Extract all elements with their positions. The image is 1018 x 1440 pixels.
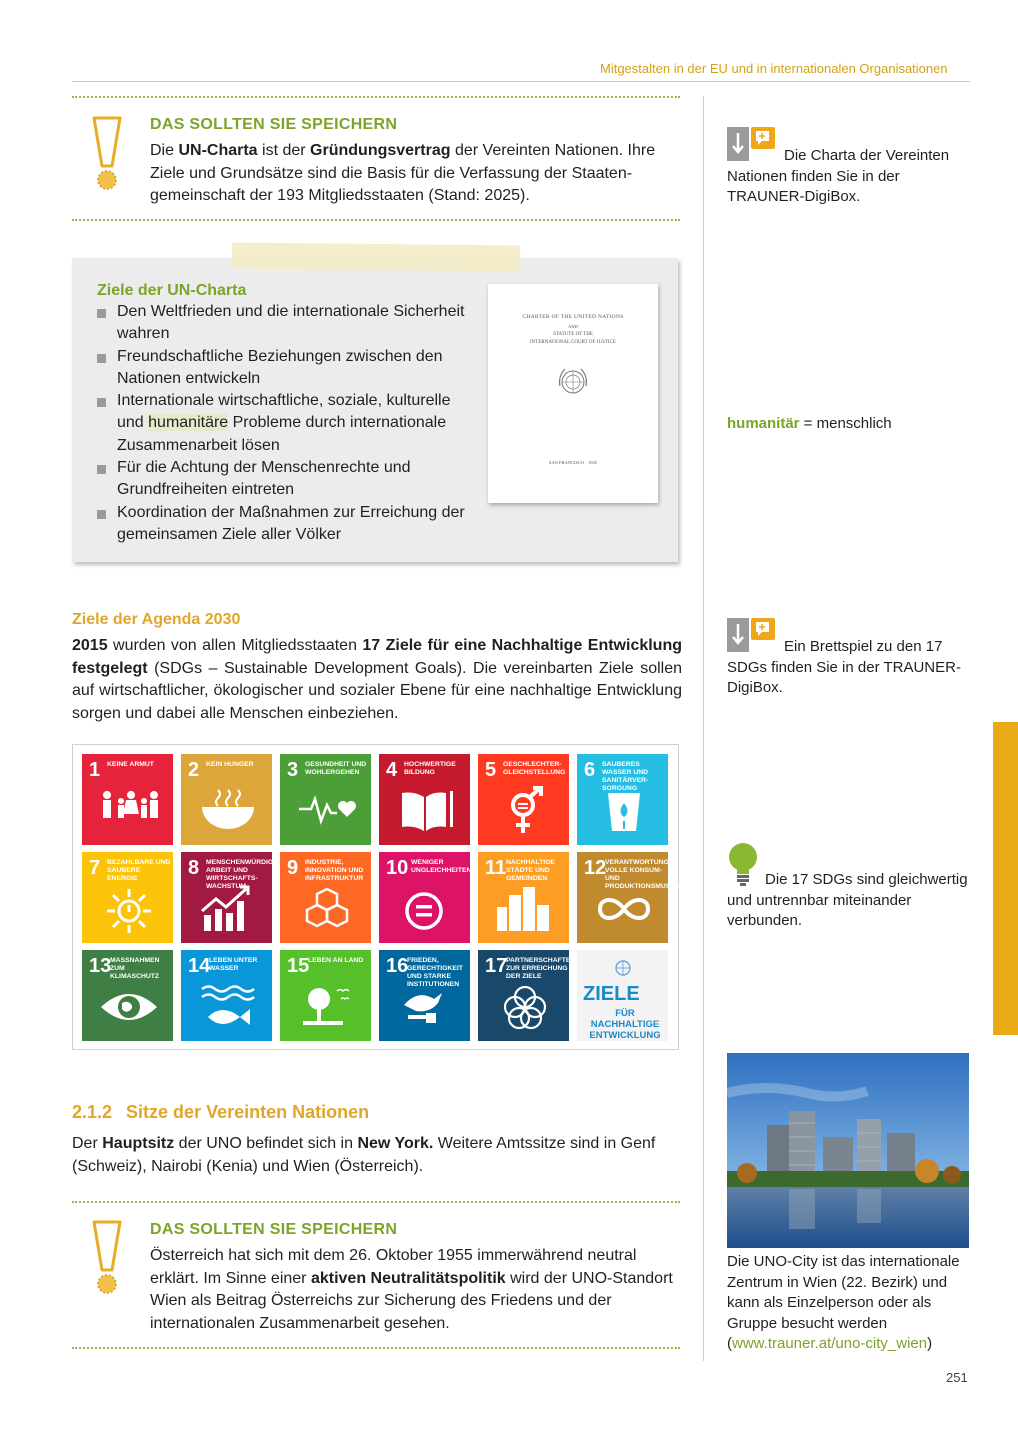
- sdg-logo-word: ZIELE: [583, 983, 640, 1005]
- eye-globe-icon: [99, 983, 159, 1033]
- exclamation-icon: [86, 114, 126, 194]
- sdg-tile: 1 KEINE ARMUT: [82, 754, 173, 845]
- book-icon: [396, 787, 456, 837]
- sdg-tile: 16 FRIEDEN, GERECHTIGKEIT UND STARKE INSTITUTIONEN: [379, 950, 470, 1041]
- dotted-rule: [72, 1347, 680, 1349]
- sdg-tile: 17 PARTNERSCHAFTEN ZUR ERREICHUNG DER ZIELE: [478, 950, 569, 1041]
- sidebar-divider: [703, 96, 704, 1361]
- tree-icon: [297, 983, 357, 1033]
- sdg-tile: 3 GESUNDHEIT UND WOHLERGEHEN: [280, 754, 371, 845]
- glossary-entry: humanitär = menschlich: [727, 415, 892, 432]
- sdg-tile: 15 LEBEN AN LAND: [280, 950, 371, 1041]
- sdg-tile: 4 HOCHWERTIGE BILDUNG: [379, 754, 470, 845]
- photo-caption: Die UNO-City ist das internationale Zentrum in Wien (22. Bezirk) und kann als Einzelperson oder als Gruppe besucht werden (www.trauner.at/uno-city_wien): [727, 1253, 960, 1352]
- sdg-tile: 14 LEBEN UNTER WASSER: [181, 950, 272, 1041]
- sdg-tile: 8 MENSCHENWÜRDIGE ARBEIT UND WIRTSCHAFTSWACHSTUM: [181, 852, 272, 943]
- uno-city-photo: [727, 1053, 969, 1248]
- growth-chart-icon: [198, 885, 258, 935]
- dotted-rule: [72, 1201, 680, 1203]
- bowl-icon: [198, 787, 258, 837]
- memo-heading: DAS SOLLTEN SIE SPEICHERN: [150, 1221, 398, 1238]
- sdg-tile: 10 WENIGER UNGLEICHHEITEN: [379, 852, 470, 943]
- dotted-rule: [72, 219, 680, 221]
- water-icon: [594, 787, 654, 837]
- sdg-tile: 5 GESCHLECHTERGLEICHSTELLUNG: [478, 754, 569, 845]
- page-number: 251: [946, 1370, 968, 1385]
- running-header: Mitgestalten in der EU und in internationalen Organisationen: [600, 61, 948, 76]
- people-icon: [99, 787, 159, 837]
- fish-icon: [198, 983, 258, 1033]
- rings-icon: [495, 983, 555, 1033]
- memo-text: Österreich hat sich mit dem 26. Oktober 1955 immerwährend neutral erklärt. Im Sinne einer aktiven Neutralitätspolitik wird der UNO-Standort Wien als Beitrag Österreichs zur Sicherung des Friedens und der internationalen Zusammenarbeit gesehen.: [150, 1247, 673, 1332]
- sdg-logo-subtitle: FÜR NACHHALTIGE ENTWICKLUNG: [589, 1008, 661, 1041]
- header-rule: [72, 81, 970, 82]
- sdg-tile: 9 INDUSTRIE, INNOVATION UND INFRASTRUKTUR: [280, 852, 371, 943]
- digibox-note-sdg-game: Ein Brettspiel zu den 17 SDGs finden Sie in der TRAUNER-DigiBox.: [727, 638, 961, 696]
- sdg-tile: 6 SAUBERES WASSER UND SANITÄRVERSORGUNG: [577, 754, 668, 845]
- dove-icon: [396, 983, 456, 1033]
- charter-document-image: CHARTER OF THE UNITED NATIONS AND STATUTE OF THE INTERNATIONAL COURT OF JUSTICE SAN FRANCISCO · 1945: [488, 284, 658, 503]
- cubes-icon: [297, 885, 357, 935]
- sdg-grid-image: [72, 744, 684, 1050]
- list-item: Den Weltfrieden und die internationale Sicherheit wahren: [97, 301, 479, 346]
- gender-icon: [495, 787, 555, 837]
- equal-icon: [396, 885, 456, 935]
- un-emblem-icon: [613, 958, 633, 978]
- tip-note: Die 17 SDGs sind gleichwertig und untrennbar miteinander verbunden.: [727, 871, 968, 929]
- uno-city-link[interactable]: www.trauner.at/uno-city_wien: [732, 1335, 928, 1352]
- list-item: Freundschaftliche Beziehungen zwischen den Nationen entwickeln: [97, 346, 479, 391]
- sdg-tile: 7 BEZAHLBARE UND SAUBERE ENERGIE: [82, 852, 173, 943]
- sdg-tile: 2 KEIN HUNGER: [181, 754, 272, 845]
- list-item: Internationale wirtschaftliche, soziale, kulturelle und humanitäre Probleme durch internationale Zusammenarbeit lösen: [97, 390, 479, 457]
- city-icon: [495, 885, 555, 935]
- agenda-paragraph: 2015 wurden von allen Mitgliedsstaaten 17 Ziele für eine Nachhaltige Entwicklung festgelegt (SDGs – Sustainable Development Goals). Die vereinbarten Ziele sollen auf wirtschaftlicher, ökologischer und sozialer Ebene für eine nachhaltige Entwicklung sorgen und dabei alle Menschen einbeziehen.: [72, 637, 682, 722]
- list-item: Für die Achtung der Menschenrechte und Grundfreiheiten eintreten: [97, 457, 479, 502]
- sdg-tile: 13 MASSNAHMEN ZUM KLIMASCHUTZ: [82, 950, 173, 1041]
- agenda-heading: Ziele der Agenda 2030: [72, 611, 241, 628]
- infinity-icon: [594, 885, 654, 935]
- dotted-rule: [72, 96, 680, 98]
- heartbeat-icon: [297, 787, 357, 837]
- tape-decoration: [232, 242, 520, 271]
- charta-goals-list: [97, 301, 479, 546]
- section-paragraph: Der Hauptsitz der UNO befindet sich in New York. Weitere Amtssitze sind in Genf (Schweiz), Nairobi (Kenia) und Wien (Österreich).: [72, 1135, 656, 1175]
- chapter-tab-marker: [993, 722, 1018, 1035]
- sdg-tile: 11 NACHHALTIGE STÄDTE UND GEMEINDEN: [478, 852, 569, 943]
- sdg-tile: 12 VERANTWORTUNGSVOLLE KONSUM- UND PRODUKTIONSMUSTER: [577, 852, 668, 943]
- glossary-highlight: humanitäre: [148, 414, 229, 432]
- section-heading: 2.1.2 Sitze der Vereinten Nationen: [72, 1102, 370, 1122]
- memo-heading: DAS SOLLTEN SIE SPEICHERN: [150, 116, 398, 133]
- exclamation-icon: [86, 1218, 126, 1298]
- un-emblem-icon: [555, 364, 591, 400]
- sun-icon: [99, 885, 159, 935]
- digibox-note-charta: Die Charta der Vereinten Nationen finden Sie in der TRAUNER-DigiBox.: [727, 147, 950, 205]
- charta-heading: Ziele der UN-Charta: [97, 282, 247, 299]
- sdg-logo-tile: [577, 950, 668, 1041]
- list-item: Koordination der Maßnahmen zur Erreichung der gemeinsamen Ziele aller Völker: [97, 502, 479, 547]
- memo-text: Die UN-Charta ist der Gründungsvertrag der Vereinten Nationen. Ihre Ziele und Grundsätze sind die Basis für die Verfassung der Staatengemeinschaft der 193 Mitgliedsstaaten (Stand: 2025).: [150, 142, 656, 204]
